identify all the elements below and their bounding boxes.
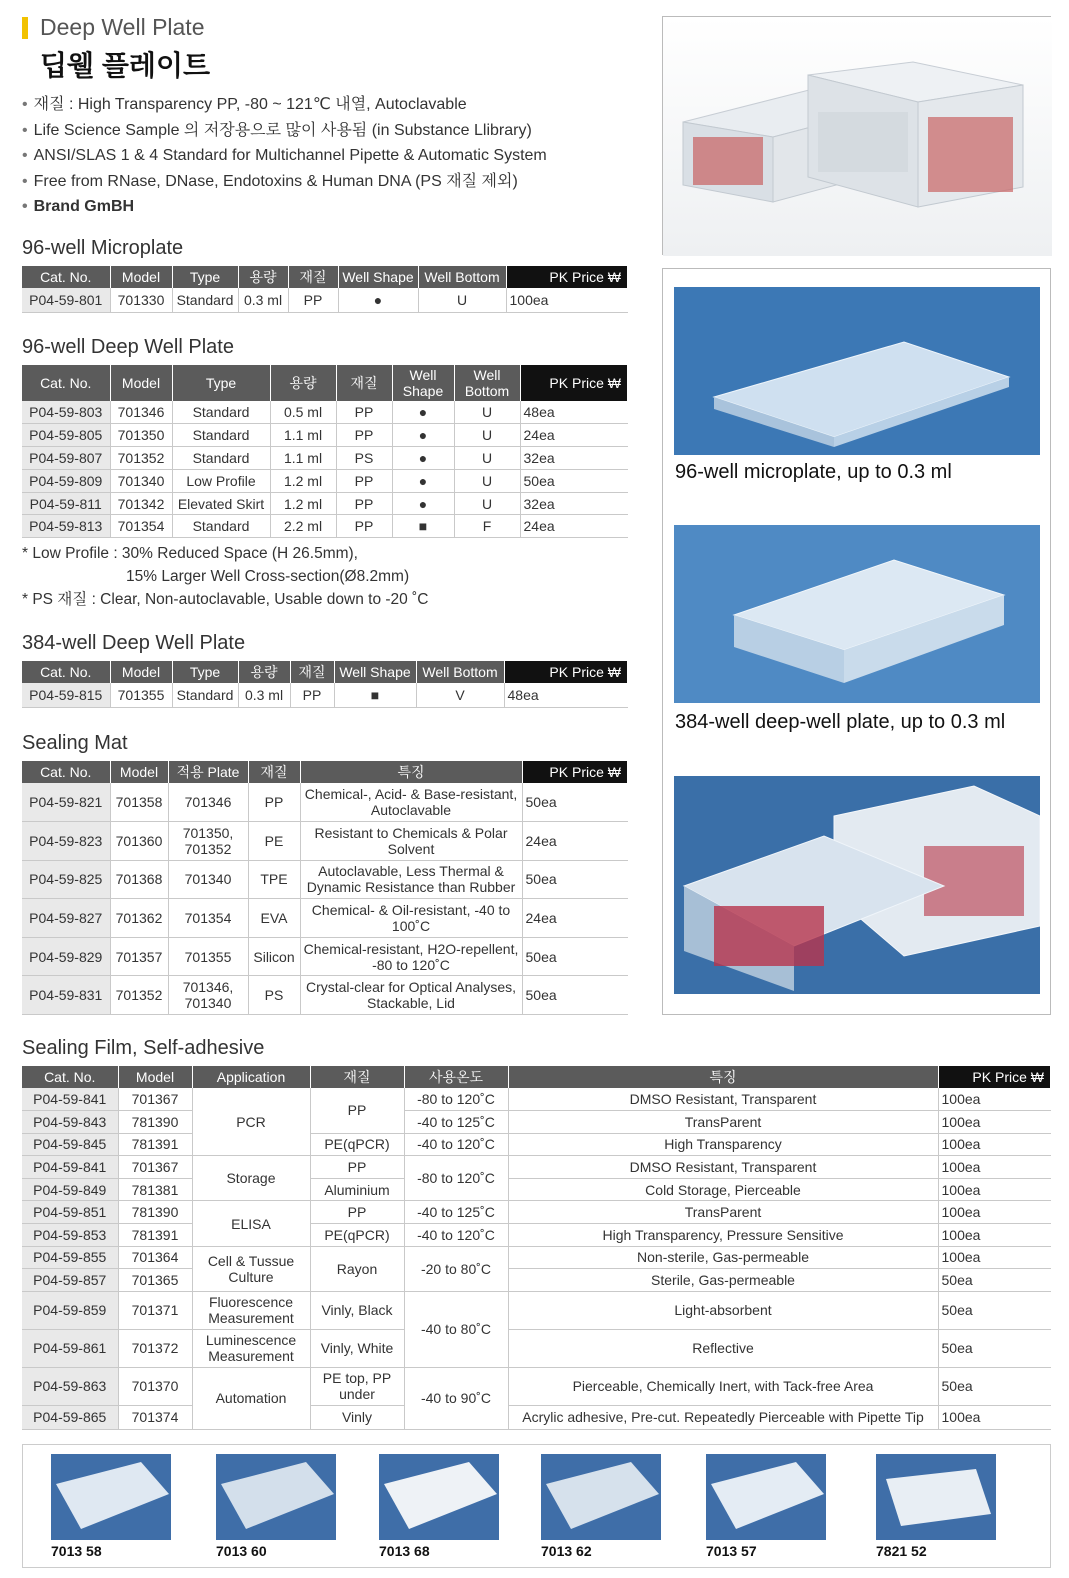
model: 701358 [110, 783, 168, 822]
deepwell384-table [22, 661, 628, 708]
well-bottom: U [454, 492, 520, 515]
pk-price: 100ea [938, 1111, 1051, 1134]
well-bottom: U [454, 424, 520, 447]
table-row [22, 683, 628, 707]
pk-price: 32ea [520, 492, 628, 515]
table-row [22, 1329, 1051, 1367]
well-bottom: F [454, 515, 520, 538]
thumbnail-label: 7013 57 [706, 1543, 757, 1559]
title-accent-bar [22, 17, 28, 39]
col-header: 적용 Plate [168, 761, 248, 783]
sealing-mat-image [674, 776, 1040, 994]
material: PP [336, 424, 392, 447]
section-title-deepwell96: 96-well Deep Well Plate [22, 336, 234, 358]
pk-price: 50ea [522, 783, 628, 822]
material: TPE [248, 860, 300, 899]
feature: Chemical- & Oil-resistant, -40 to 100˚C [300, 899, 522, 938]
pk-price: 50ea [938, 1367, 1051, 1405]
model: 701330 [110, 288, 172, 312]
col-header-price: PK Price ₩ [520, 365, 628, 401]
material: PE [248, 822, 300, 861]
temperature: -40 to 125˚C [404, 1111, 508, 1134]
material: PP [288, 288, 338, 312]
cat-no: P04-59-861 [22, 1329, 118, 1367]
temperature: -40 to 90˚C [404, 1367, 508, 1429]
cat-no: P04-59-823 [22, 822, 110, 861]
note-cross-section: 15% Larger Well Cross-section(Ø8.2mm) [126, 568, 410, 585]
model: 781391 [118, 1133, 192, 1156]
table-row [22, 899, 628, 938]
applied-plate: 701340 [168, 860, 248, 899]
table-row [22, 288, 628, 312]
material: PP [310, 1088, 404, 1133]
pk-price: 50ea [522, 937, 628, 976]
temperature: -40 to 80˚C [404, 1291, 508, 1367]
application: Fluorescence Measurement [192, 1291, 310, 1329]
deepwell384-image [674, 525, 1040, 703]
pk-price: 24ea [520, 424, 628, 447]
model: 701357 [110, 937, 168, 976]
page-title-en: Deep Well Plate [40, 14, 205, 40]
hero-plate-image [663, 17, 1052, 256]
table-row [22, 1291, 1051, 1329]
model: 701365 [118, 1269, 192, 1292]
col-header: Cat. No. [22, 365, 110, 401]
material: PP [310, 1156, 404, 1179]
col-header: 재질 [310, 1066, 404, 1088]
thumbnail-image [216, 1454, 336, 1540]
well-shape: ● [392, 469, 454, 492]
col-header: Well Shape [338, 266, 418, 288]
material: Vinly, White [310, 1329, 404, 1367]
well-shape: ■ [392, 515, 454, 538]
volume: 1.1 ml [270, 447, 336, 470]
table-row [22, 860, 628, 899]
applied-plate: 701350, 701352 [168, 822, 248, 861]
type: Standard [172, 424, 270, 447]
model: 781390 [118, 1201, 192, 1224]
model: 701352 [110, 976, 168, 1015]
material: PP [336, 469, 392, 492]
table-row [22, 937, 628, 976]
well-shape: ● [392, 401, 454, 424]
application: Automation [192, 1367, 310, 1429]
pk-price: 50ea [938, 1329, 1051, 1367]
col-header: Well Shape [392, 365, 454, 401]
hero-photo-frame [662, 16, 1051, 255]
volume: 2.2 ml [270, 515, 336, 538]
volume: 0.3 ml [238, 288, 288, 312]
deepwell384-caption: 384-well deep-well plate, up to 0.3 ml [675, 711, 1006, 733]
note-low-profile: * Low Profile : 30% Reduced Space (H 26.5mm), [22, 545, 358, 562]
col-header-price: PK Price ₩ [504, 661, 628, 683]
model: 701367 [118, 1156, 192, 1179]
well-bottom: U [418, 288, 506, 312]
feature: Resistant to Chemicals & Polar Solvent [300, 822, 522, 861]
material: Aluminium [310, 1178, 404, 1201]
cat-no: P04-59-807 [22, 447, 110, 470]
model: 701340 [110, 469, 172, 492]
thumbnail-label: 7013 60 [216, 1543, 267, 1559]
type: Standard [172, 288, 238, 312]
cat-no: P04-59-805 [22, 424, 110, 447]
well-shape: ● [392, 492, 454, 515]
well-bottom: U [454, 447, 520, 470]
cat-no: P04-59-825 [22, 860, 110, 899]
section-title-sealing-mat: Sealing Mat [22, 732, 128, 754]
temperature: -40 to 120˚C [404, 1133, 508, 1156]
application: PCR [192, 1088, 310, 1156]
type: Standard [172, 401, 270, 424]
model: 701370 [118, 1367, 192, 1405]
col-header: 사용온도 [404, 1066, 508, 1088]
feature: DMSO Resistant, Transparent [508, 1088, 938, 1111]
pk-price: 50ea [938, 1269, 1051, 1292]
model: 701372 [118, 1329, 192, 1367]
col-header: Application [192, 1066, 310, 1088]
model: 701364 [118, 1246, 192, 1269]
col-header-price: PK Price ₩ [522, 761, 628, 783]
type: Standard [172, 683, 238, 707]
material: PS [248, 976, 300, 1015]
table-row [22, 1178, 1051, 1201]
col-header: Model [118, 1066, 192, 1088]
deepwell96-table [22, 365, 628, 538]
feature: Chemical-resistant, H2O-repellent, -80 to 120˚C [300, 937, 522, 976]
col-header: 재질 [290, 661, 334, 683]
table-row [22, 1133, 1051, 1156]
page-title-ko: 딥웰 플레이트 [40, 50, 211, 81]
material: PE(qPCR) [310, 1133, 404, 1156]
pk-price: 24ea [522, 899, 628, 938]
application: ELISA [192, 1201, 310, 1246]
type: Standard [172, 515, 270, 538]
feature: Reflective [508, 1329, 938, 1367]
col-header: Well Bottom [416, 661, 504, 683]
table-row [22, 1269, 1051, 1292]
table-row [22, 1405, 1051, 1429]
well-shape: ● [338, 288, 418, 312]
pk-price: 50ea [522, 976, 628, 1015]
model: 781391 [118, 1224, 192, 1247]
volume: 0.3 ml [238, 683, 290, 707]
col-header: Model [110, 365, 172, 401]
pk-price: 100ea [938, 1201, 1051, 1224]
applied-plate: 701354 [168, 899, 248, 938]
temperature: -40 to 125˚C [404, 1201, 508, 1224]
feature: High Transparency, Pressure Sensitive [508, 1224, 938, 1247]
thumbnail-image [706, 1454, 826, 1540]
pk-price: 48ea [520, 401, 628, 424]
pk-price: 100ea [938, 1088, 1051, 1111]
model: 781390 [118, 1111, 192, 1134]
material: Vinly [310, 1405, 404, 1429]
cat-no: P04-59-845 [22, 1133, 118, 1156]
material: PE(qPCR) [310, 1224, 404, 1247]
col-header: 재질 [288, 266, 338, 288]
material: PS [336, 447, 392, 470]
volume: 0.5 ml [270, 401, 336, 424]
feature: TransParent [508, 1201, 938, 1224]
pk-price: 32ea [520, 447, 628, 470]
feature: DMSO Resistant, Transparent [508, 1156, 938, 1179]
cat-no: P04-59-849 [22, 1178, 118, 1201]
feature: Crystal-clear for Optical Analyses, Stackable, Lid [300, 976, 522, 1015]
well-shape: ■ [334, 683, 416, 707]
material: PP [290, 683, 334, 707]
pk-price: 50ea [522, 860, 628, 899]
col-header: Well Bottom [418, 266, 506, 288]
feature-list [22, 92, 547, 220]
col-header: Type [172, 661, 238, 683]
cat-no: P04-59-815 [22, 683, 110, 707]
feature: High Transparency [508, 1133, 938, 1156]
material: PP [336, 492, 392, 515]
pk-price: 100ea [938, 1224, 1051, 1247]
application: Storage [192, 1156, 310, 1201]
application: Luminescence Measurement [192, 1329, 310, 1367]
col-header: 특징 [300, 761, 522, 783]
col-header: 특징 [508, 1066, 938, 1088]
feature: Cold Storage, Pierceable [508, 1178, 938, 1201]
product-photo-panel [662, 268, 1051, 1015]
col-header: Cat. No. [22, 761, 110, 783]
col-header: 재질 [248, 761, 300, 783]
table-row [22, 515, 628, 538]
table-row [22, 1156, 1051, 1179]
cat-no: P04-59-813 [22, 515, 110, 538]
cat-no: P04-59-821 [22, 783, 110, 822]
col-header: Model [110, 266, 172, 288]
note-ps: * PS 재질 : Clear, Non-autoclavable, Usable down to -20 ˚C [22, 591, 429, 608]
well-bottom: U [454, 401, 520, 424]
cat-no: P04-59-857 [22, 1269, 118, 1292]
temperature: -80 to 120˚C [404, 1156, 508, 1201]
feature: Light-absorbent [508, 1291, 938, 1329]
table-row [22, 1367, 1051, 1405]
thumbnail-image [541, 1454, 661, 1540]
cat-no: P04-59-801 [22, 288, 110, 312]
model: 701350 [110, 424, 172, 447]
feature-item: • ANSI/SLAS 1 & 4 Standard for Multichannel Pipette & Automatic System [22, 143, 547, 169]
applied-plate: 701346, 701340 [168, 976, 248, 1015]
feature: Sterile, Gas-permeable [508, 1269, 938, 1292]
col-header: Model [110, 761, 168, 783]
table-row [22, 822, 628, 861]
col-header: 재질 [336, 365, 392, 401]
material: PE top, PP under [310, 1367, 404, 1405]
temperature: -20 to 80˚C [404, 1246, 508, 1291]
thumbnail-image [379, 1454, 499, 1540]
table-row [22, 1088, 1051, 1111]
thumbnail-strip [22, 1444, 1051, 1568]
temperature: -80 to 120˚C [404, 1088, 508, 1111]
model: 701362 [110, 899, 168, 938]
applied-plate: 701346 [168, 783, 248, 822]
material: Silicon [248, 937, 300, 976]
microplate-caption: 96-well microplate, up to 0.3 ml [675, 461, 952, 483]
model: 701374 [118, 1405, 192, 1429]
cat-no: P04-59-829 [22, 937, 110, 976]
col-header: Cat. No. [22, 661, 110, 683]
table-row [22, 447, 628, 470]
well-bottom: V [416, 683, 504, 707]
well-shape: ● [392, 424, 454, 447]
feature-item: • Life Science Sample 의 저장용으로 많이 사용됨 (in Substance Llibrary) [22, 118, 547, 144]
feature: Autoclavable, Less Thermal & Dynamic Resistance than Rubber [300, 860, 522, 899]
pk-price: 100ea [938, 1246, 1051, 1269]
col-header: Type [172, 365, 270, 401]
thumbnail-label: 7013 68 [379, 1543, 430, 1559]
col-header-price: PK Price ₩ [938, 1066, 1051, 1088]
feature-item: • Free from RNase, DNase, Endotoxins & Human DNA (PS 재질 제외) [22, 169, 547, 195]
cat-no: P04-59-841 [22, 1156, 118, 1179]
col-header: Well Shape [334, 661, 416, 683]
cat-no: P04-59-865 [22, 1405, 118, 1429]
pk-price: 24ea [522, 822, 628, 861]
cat-no: P04-59-843 [22, 1111, 118, 1134]
section-title-sealing-film: Sealing Film, Self-adhesive [22, 1037, 265, 1059]
sealing-film-table [22, 1066, 1051, 1430]
type: Elevated Skirt [172, 492, 270, 515]
feature: TransParent [508, 1111, 938, 1134]
pk-price: 100ea [938, 1156, 1051, 1179]
col-header: Type [172, 266, 238, 288]
thumbnail-label: 7013 58 [51, 1543, 102, 1559]
col-header: 용량 [270, 365, 336, 401]
model: 701354 [110, 515, 172, 538]
cat-no: P04-59-851 [22, 1201, 118, 1224]
pk-price: 24ea [520, 515, 628, 538]
cat-no: P04-59-853 [22, 1224, 118, 1247]
table-row [22, 1111, 1051, 1134]
thumbnail-image [876, 1454, 996, 1540]
type: Low Profile [172, 469, 270, 492]
material: PP [310, 1201, 404, 1224]
cat-no: P04-59-809 [22, 469, 110, 492]
feature: Chemical-, Acid- & Base-resistant, Autoclavable [300, 783, 522, 822]
application: Cell & Tussue Culture [192, 1246, 310, 1291]
feature: Non-sterile, Gas-permeable [508, 1246, 938, 1269]
col-header: Model [110, 661, 172, 683]
volume: 1.1 ml [270, 424, 336, 447]
applied-plate: 701355 [168, 937, 248, 976]
cat-no: P04-59-855 [22, 1246, 118, 1269]
model: 701346 [110, 401, 172, 424]
table-row [22, 401, 628, 424]
thumbnail-label: 7821 52 [876, 1543, 927, 1559]
table-row [22, 1246, 1051, 1269]
cat-no: P04-59-831 [22, 976, 110, 1015]
table-row [22, 424, 628, 447]
material: PP [336, 401, 392, 424]
cat-no: P04-59-859 [22, 1291, 118, 1329]
model: 701371 [118, 1291, 192, 1329]
material: EVA [248, 899, 300, 938]
col-header-price: PK Price ₩ [506, 266, 628, 288]
table-row [22, 783, 628, 822]
pk-price: 48ea [504, 683, 628, 707]
col-header: Cat. No. [22, 266, 110, 288]
material: PP [248, 783, 300, 822]
table-row [22, 1224, 1051, 1247]
microplate-table [22, 266, 628, 313]
sealing-mat-table [22, 761, 628, 1015]
table-row [22, 469, 628, 492]
model: 701355 [110, 683, 172, 707]
pk-price: 100ea [938, 1405, 1051, 1429]
material: Vinly, Black [310, 1291, 404, 1329]
table-row [22, 976, 628, 1015]
col-header: 용량 [238, 661, 290, 683]
section-title-deepwell384: 384-well Deep Well Plate [22, 632, 246, 654]
model: 701360 [110, 822, 168, 861]
section-title-microplate: 96-well Microplate [22, 237, 184, 259]
thumbnail-image [51, 1454, 171, 1540]
cat-no: P04-59-863 [22, 1367, 118, 1405]
feature-item: • 재질 : High Transparency PP, -80 ~ 121℃ 내열, Autoclavable [22, 92, 547, 118]
model: 701367 [118, 1088, 192, 1111]
pk-price: 100ea [506, 288, 628, 312]
type: Standard [172, 447, 270, 470]
well-bottom: U [454, 469, 520, 492]
feature: Pierceable, Chemically Inert, with Tack-free Area [508, 1367, 938, 1405]
col-header: Well Bottom [454, 365, 520, 401]
table-row [22, 492, 628, 515]
feature: Acrylic adhesive, Pre-cut. Repeatedly Pierceable with Pipette Tip [508, 1405, 938, 1429]
well-shape: ● [392, 447, 454, 470]
brand-name: • Brand GmBH [22, 194, 547, 220]
microplate-image [674, 287, 1040, 455]
col-header: 용량 [238, 266, 288, 288]
material: Rayon [310, 1246, 404, 1291]
volume: 1.2 ml [270, 492, 336, 515]
cat-no: P04-59-827 [22, 899, 110, 938]
model: 701342 [110, 492, 172, 515]
pk-price: 100ea [938, 1178, 1051, 1201]
thumbnail-label: 7013 62 [541, 1543, 592, 1559]
pk-price: 100ea [938, 1133, 1051, 1156]
temperature: -40 to 120˚C [404, 1224, 508, 1247]
cat-no: P04-59-841 [22, 1088, 118, 1111]
table-row [22, 1201, 1051, 1224]
pk-price: 50ea [520, 469, 628, 492]
pk-price: 50ea [938, 1291, 1051, 1329]
cat-no: P04-59-811 [22, 492, 110, 515]
volume: 1.2 ml [270, 469, 336, 492]
material: PP [336, 515, 392, 538]
cat-no: P04-59-803 [22, 401, 110, 424]
model: 701352 [110, 447, 172, 470]
model: 781381 [118, 1178, 192, 1201]
model: 701368 [110, 860, 168, 899]
col-header: Cat. No. [22, 1066, 118, 1088]
